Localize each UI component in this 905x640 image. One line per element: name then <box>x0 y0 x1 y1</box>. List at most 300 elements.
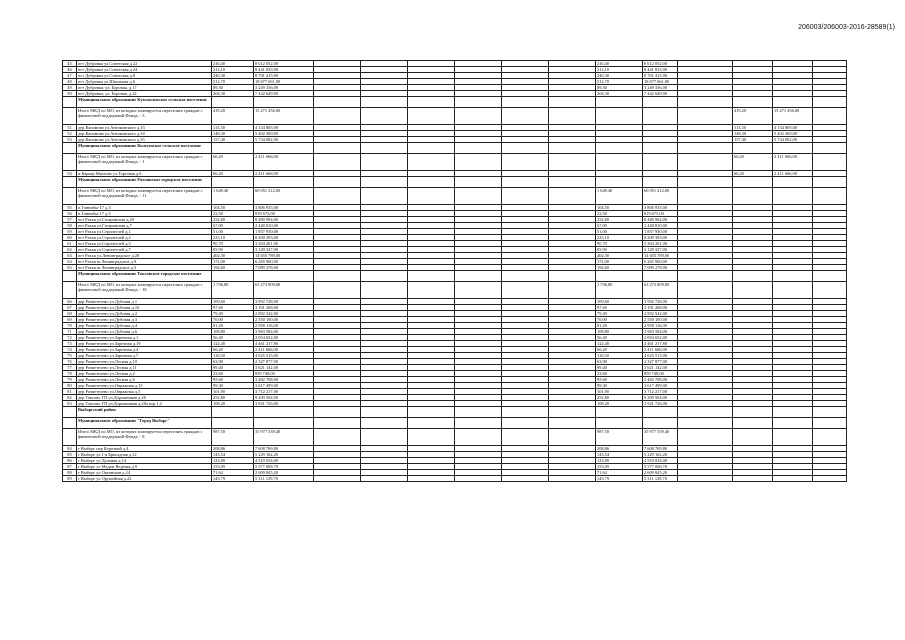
row-number-cell: 69 <box>63 317 77 323</box>
value-cell-a: 419,20 <box>212 108 254 125</box>
empty-cell <box>408 282 455 299</box>
value-cell-a: 85,90 <box>212 247 254 253</box>
value-cell-d <box>643 177 678 188</box>
value-cell-a: 148,30 <box>212 131 254 137</box>
value-cell-d: 6 265 960,00 <box>643 259 678 265</box>
empty-cell <box>314 97 361 108</box>
value-cell-d: 3 304 201,00 <box>643 241 678 247</box>
value-cell-e: 419,20 <box>733 108 773 125</box>
value-cell-a <box>212 418 254 429</box>
value-cell-d: 2 440 810,00 <box>643 223 678 229</box>
value-cell-f <box>773 429 813 446</box>
value-cell-c: 122,40 <box>596 341 643 347</box>
empty-cell <box>502 407 549 418</box>
value-cell-b <box>254 97 314 108</box>
empty-cell <box>549 143 596 154</box>
address-cell: пгт Дубровка ул.Школьная д.6 <box>77 79 212 85</box>
empty-cell <box>408 418 455 429</box>
value-cell-d: 35 977 539,40 <box>643 429 678 446</box>
empty-cell <box>813 282 847 299</box>
row-number-cell: 78 <box>63 371 77 377</box>
value-cell-b: 3 249 336,00 <box>254 85 314 91</box>
row-number-cell: 81 <box>63 389 77 395</box>
address-cell: Выборгский район <box>77 407 212 418</box>
value-cell-c: 123,80 <box>596 458 643 464</box>
value-cell-e <box>733 282 773 299</box>
value-cell-d: 2 958 116,00 <box>643 323 678 329</box>
empty-cell <box>549 188 596 205</box>
row-number-cell <box>63 154 77 171</box>
value-cell-b: 3 617 499,00 <box>254 383 314 389</box>
row-number-cell: 63 <box>63 253 77 259</box>
address-cell: Итого МКД по МО, из которых планируется переселять граждан с финансовой поддержкой Фонда, - 8 <box>77 429 212 446</box>
value-cell-d: 4 510 034,00 <box>643 458 678 464</box>
empty-cell <box>678 188 733 205</box>
address-cell: дер.Касимово ул.Антоковского д.35 <box>77 137 212 143</box>
row-number-cell: 54 <box>63 171 77 177</box>
value-cell-a: 122,40 <box>212 341 254 347</box>
value-cell-c: 402,30 <box>596 253 643 259</box>
empty-cell <box>678 282 733 299</box>
value-cell-d: 4 025 515,00 <box>643 353 678 359</box>
address-cell: дер Разметелево ул.Лесная д.6 <box>77 377 212 383</box>
row-number-cell: 58 <box>63 223 77 229</box>
address-cell: дер Токсово ГП ул.Дорожников д.28а кор.1.2 <box>77 401 212 407</box>
value-cell-e <box>733 97 773 108</box>
value-cell-b: 7 089 278,00 <box>254 265 314 271</box>
value-cell-c: 79,40 <box>596 311 643 317</box>
empty-cell <box>314 271 361 282</box>
value-cell-d: 8 441 833,90 <box>643 67 678 73</box>
value-cell-c: 108,80 <box>596 329 643 335</box>
empty-cell <box>549 476 596 482</box>
value-cell-a: 110,50 <box>212 353 254 359</box>
value-cell-c: 89,30 <box>596 85 643 91</box>
empty-cell <box>408 476 455 482</box>
empty-cell <box>361 143 408 154</box>
value-cell-b: 5 402 369,00 <box>254 131 314 137</box>
empty-cell <box>314 143 361 154</box>
value-cell-d: 2 550 100,00 <box>643 317 678 323</box>
value-cell-a: 123,80 <box>212 458 254 464</box>
value-cell-c: 1 648,40 <box>596 188 643 205</box>
empty-cell <box>678 97 733 108</box>
empty-cell <box>549 154 596 171</box>
section-header-row <box>63 418 847 429</box>
empty-cell <box>502 154 549 171</box>
value-cell-f <box>773 418 813 429</box>
value-cell-b: 1 857 930,00 <box>254 229 314 235</box>
row-number-cell: 53 <box>63 137 77 143</box>
value-cell-a: 143,54 <box>212 452 254 458</box>
value-cell-a: 22,50 <box>212 211 254 217</box>
value-cell-d: 859 748,00 <box>643 371 678 377</box>
empty-cell <box>502 177 549 188</box>
row-number-cell: 74 <box>63 347 77 353</box>
row-number-cell: 80 <box>63 383 77 389</box>
empty-cell <box>549 97 596 108</box>
value-cell-a: 108,80 <box>212 329 254 335</box>
value-cell-b: 8 701 415,90 <box>254 73 314 79</box>
value-cell-b: 8 480 904,00 <box>254 217 314 223</box>
empty-cell <box>678 108 733 125</box>
value-cell-a: 108,20 <box>212 401 254 407</box>
value-cell-c: 172,00 <box>596 259 643 265</box>
value-cell-c: 85,90 <box>596 247 643 253</box>
row-number-cell <box>63 407 77 418</box>
value-cell-d: 1 857 930,00 <box>643 229 678 235</box>
empty-cell <box>813 97 847 108</box>
value-cell-b: 4 025 515,00 <box>254 353 314 359</box>
empty-cell <box>455 418 502 429</box>
value-cell-d <box>643 418 678 429</box>
value-cell-c: 216,40 <box>596 61 643 67</box>
value-cell-c: 56,40 <box>596 335 643 341</box>
value-cell-d: 5 577 068,70 <box>643 464 678 470</box>
value-cell-b: 18 677 661,00 <box>254 79 314 85</box>
address-cell: пгт Рахья ул.Гагаринская д.7 <box>77 223 212 229</box>
value-cell-c: 51,00 <box>596 229 643 235</box>
value-cell-d <box>643 97 678 108</box>
value-cell-f <box>773 97 813 108</box>
value-cell-d: 8 200 393,00 <box>643 235 678 241</box>
row-number-cell: 66 <box>63 299 77 305</box>
empty-cell <box>549 407 596 418</box>
value-cell-d <box>643 143 678 154</box>
value-cell-d: 8 701 415,90 <box>643 73 678 79</box>
address-cell: пгт Рахья ул.Ленинградское д.28 <box>77 253 212 259</box>
value-cell-a: 101,90 <box>212 389 254 395</box>
value-cell-a: 172,00 <box>212 259 254 265</box>
value-cell-d: 18 677 661,00 <box>643 79 678 85</box>
value-cell-b: 63 273 809,80 <box>254 282 314 299</box>
value-cell-b: 3 621 142,00 <box>254 365 314 371</box>
value-cell-b: 3 129 337,00 <box>254 247 314 253</box>
value-cell-f: 5 402 369,00 <box>773 131 813 137</box>
empty-cell <box>408 97 455 108</box>
value-cell-b: 2 327 877,00 <box>254 359 314 365</box>
row-number-cell <box>63 282 77 299</box>
empty-cell <box>813 154 847 171</box>
value-cell-c: 70,00 <box>596 317 643 323</box>
value-cell-d: 3 712 217,00 <box>643 389 678 395</box>
value-cell-b: 3 992 728,00 <box>254 299 314 305</box>
empty-cell <box>455 188 502 205</box>
value-cell-a <box>212 177 254 188</box>
value-cell-b: 2 411 666,00 <box>254 347 314 353</box>
row-number-cell: 51 <box>63 125 77 131</box>
value-cell-d: 2 327 877,00 <box>643 359 678 365</box>
value-cell-a: 157,40 <box>212 137 254 143</box>
address-cell: дер Разметелево ул.Дубовая д.4 <box>77 323 212 329</box>
address-cell: пгт Рахья ш.Ленинградское д.3 <box>77 265 212 271</box>
empty-cell <box>314 108 361 125</box>
empty-cell <box>314 407 361 418</box>
value-cell-b <box>254 143 314 154</box>
empty-cell <box>455 282 502 299</box>
value-cell-c: 145,79 <box>596 476 643 482</box>
address-cell: дер.Касимово ул.Антоковского д.33 <box>77 125 212 131</box>
value-cell-b: 7 608 769,80 <box>254 446 314 452</box>
value-cell-a: 402,30 <box>212 253 254 259</box>
value-cell-b: 2 440 810,00 <box>254 223 314 229</box>
value-cell-d: 3 249 336,00 <box>643 85 678 91</box>
row-number-cell: 59 <box>63 229 77 235</box>
address-cell: пгт Рахья ул.Строителей д.2 <box>77 235 212 241</box>
value-cell-d: 5 229 162,20 <box>643 452 678 458</box>
value-cell-a: 66,20 <box>212 171 254 177</box>
value-cell-a: 232,80 <box>212 217 254 223</box>
row-number-cell <box>63 188 77 205</box>
empty-cell <box>813 476 847 482</box>
row-number-cell: 76 <box>63 359 77 365</box>
row-number-cell: 83 <box>63 401 77 407</box>
empty-cell <box>361 407 408 418</box>
value-cell-b: 3 806 935,00 <box>254 205 314 211</box>
value-cell-a: 212,10 <box>212 67 254 73</box>
empty-cell <box>455 108 502 125</box>
section-header-row <box>63 271 847 282</box>
empty-cell <box>314 154 361 171</box>
row-number-cell: 68 <box>63 311 77 317</box>
value-cell-f <box>773 407 813 418</box>
row-number-cell: 85 <box>63 452 77 458</box>
empty-cell <box>678 418 733 429</box>
value-cell-a: 204,30 <box>212 91 254 97</box>
value-cell-b: 2 550 100,00 <box>254 317 314 323</box>
value-cell-d: 7 089 278,00 <box>643 265 678 271</box>
value-cell-f: 15 271 456,00 <box>773 108 813 125</box>
value-cell-f: 2 411 666,00 <box>773 171 813 177</box>
value-cell-d <box>643 154 678 171</box>
value-cell-d: 3 621 142,00 <box>643 365 678 371</box>
value-cell-d: 60 051 212,00 <box>643 188 678 205</box>
address-cell: дер Разметелево ул.Овражная д.5 <box>77 389 212 395</box>
value-cell-e <box>733 271 773 282</box>
empty-cell <box>813 108 847 125</box>
value-cell-c: 194,60 <box>596 265 643 271</box>
value-cell-d: 63 273 809,80 <box>643 282 678 299</box>
row-number-cell <box>63 271 77 282</box>
address-cell: дер Разметелево ул.Заречная д.7 <box>77 353 212 359</box>
value-cell-a: 66,20 <box>212 347 254 353</box>
empty-cell <box>408 108 455 125</box>
value-cell-b: 3 941 726,00 <box>254 401 314 407</box>
value-cell-f <box>773 188 813 205</box>
address-cell: дер Разметелево ул.Заречная д.4 <box>77 347 212 353</box>
address-cell: пгт Рахья ул.Строителей д.5 <box>77 241 212 247</box>
value-cell-c: 104,50 <box>596 205 643 211</box>
value-cell-f <box>773 143 813 154</box>
value-cell-d: 3 963 584,00 <box>643 329 678 335</box>
empty-cell <box>549 282 596 299</box>
value-cell-c <box>596 177 643 188</box>
address-cell: дер Разметелево ул.Заречная д.19 <box>77 341 212 347</box>
address-cell: п.Ганнибы-17 д.3 <box>77 205 212 211</box>
address-cell: Муниципальное образование "Город Выборг" <box>77 418 212 429</box>
address-cell: дер Разметелево ул.Овражная д.15 <box>77 383 212 389</box>
value-cell-c <box>596 108 643 125</box>
address-cell: Муниципальное образование Рахьинское городское поселение <box>77 177 212 188</box>
value-cell-b <box>254 177 314 188</box>
value-cell-a: 987,58 <box>212 429 254 446</box>
value-cell-d: 14 655 789,00 <box>643 253 678 259</box>
address-cell: дер Разметелево ул.Лесная д.2 <box>77 371 212 377</box>
value-cell-b: 9 209 504,00 <box>254 395 314 401</box>
value-cell-d: 2 892 542,00 <box>643 311 678 317</box>
value-cell-c: 225,10 <box>596 235 643 241</box>
value-cell-c: 99,30 <box>596 383 643 389</box>
empty-cell <box>361 97 408 108</box>
value-cell-a: 71,64 <box>212 470 254 476</box>
value-cell-a: 89,30 <box>212 85 254 91</box>
row-number-cell: 50 <box>63 91 77 97</box>
empty-cell <box>502 418 549 429</box>
row-number-cell: 65 <box>63 265 77 271</box>
value-cell-d: 7 608 769,80 <box>643 446 678 452</box>
value-cell-f: 2 411 666,00 <box>773 154 813 171</box>
row-number-cell: 46 <box>63 67 77 73</box>
value-cell-e <box>733 177 773 188</box>
value-cell-b: 3 191 268,00 <box>254 305 314 311</box>
empty-cell <box>813 188 847 205</box>
address-cell: г Выборг ул 1-я Бригадная д.12 <box>77 452 212 458</box>
empty-cell <box>361 188 408 205</box>
relocation-table-sheet <box>62 60 846 482</box>
section-header-row <box>63 143 847 154</box>
value-cell-c: 23,60 <box>596 371 643 377</box>
value-cell-c: 212,10 <box>596 67 643 73</box>
empty-cell <box>455 154 502 171</box>
row-number-cell: 62 <box>63 247 77 253</box>
value-cell-d: 8 480 904,00 <box>643 217 678 223</box>
address-cell: дер Разметелево ул.Заречная д.1 <box>77 335 212 341</box>
empty-cell <box>361 282 408 299</box>
value-cell-d: 3 992 728,00 <box>643 299 678 305</box>
empty-cell <box>678 177 733 188</box>
value-cell-b: 3 304 201,00 <box>254 241 314 247</box>
empty-cell <box>361 271 408 282</box>
value-cell-c: 67,00 <box>596 223 643 229</box>
address-cell: Муниципальное образование Колтушское сельское поселение <box>77 143 212 154</box>
address-cell: Итого МКД по МО, из которых планируется переселять граждан с финансовой поддержкой Фонда, - 18 <box>77 282 212 299</box>
value-cell-e: 157,40 <box>733 137 773 143</box>
value-cell-d: 3 191 268,00 <box>643 305 678 311</box>
empty-cell <box>502 476 549 482</box>
value-cell-b: 4 134 805,00 <box>254 125 314 131</box>
subtotal-row <box>63 282 847 299</box>
address-cell: пгт Дубровка ул.Советская д.24 <box>77 67 212 73</box>
subtotal-row <box>63 154 847 171</box>
value-cell-b: 2 054 652,00 <box>254 335 314 341</box>
section-header-row <box>63 407 847 418</box>
row-number-cell: 45 <box>63 61 77 67</box>
empty-cell <box>813 407 847 418</box>
empty-cell <box>314 188 361 205</box>
empty-cell <box>678 271 733 282</box>
row-number-cell: 57 <box>63 217 77 223</box>
value-cell-b: 15 271 456,00 <box>254 108 314 125</box>
empty-cell <box>314 476 361 482</box>
value-cell-e: 66,20 <box>733 154 773 171</box>
row-number-cell: 71 <box>63 329 77 335</box>
empty-cell <box>502 271 549 282</box>
value-cell-a: 1 736,80 <box>212 282 254 299</box>
value-cell-b: 8 441 833,90 <box>254 67 314 73</box>
empty-cell <box>361 177 408 188</box>
value-cell-b: 2 411 666,00 <box>254 154 314 171</box>
address-cell: дер Разметелево ул.Дубовая д.2 <box>77 311 212 317</box>
value-cell-c: 987,58 <box>596 429 643 446</box>
row-number-cell: 56 <box>63 211 77 217</box>
value-cell-c: 101,90 <box>596 389 643 395</box>
empty-cell <box>361 418 408 429</box>
value-cell-e <box>733 143 773 154</box>
document-id: 206003/206003-2016-28589(1) <box>798 24 895 31</box>
empty-cell <box>813 177 847 188</box>
empty-cell <box>408 429 455 446</box>
value-cell-f: 5 734 082,00 <box>773 137 813 143</box>
value-cell-e: 113,30 <box>733 125 773 131</box>
empty-cell <box>678 407 733 418</box>
address-cell: г Выборг ул Дальняя д.14 <box>77 458 212 464</box>
value-cell-a: 51,00 <box>212 229 254 235</box>
value-cell-c: 90,70 <box>596 241 643 247</box>
value-cell-a: 87,60 <box>212 305 254 311</box>
table-body <box>63 61 847 482</box>
empty-cell <box>361 108 408 125</box>
row-number-cell: 52 <box>63 131 77 137</box>
value-cell-d: 9 209 504,00 <box>643 395 678 401</box>
empty-cell <box>408 407 455 418</box>
value-cell-b <box>254 407 314 418</box>
address-cell: г Выборг ул Мадам Ведевая д.9 <box>77 464 212 470</box>
value-cell-f <box>773 282 813 299</box>
empty-cell <box>502 143 549 154</box>
value-cell-b: 6 265 960,00 <box>254 259 314 265</box>
value-cell-a: 216,40 <box>212 61 254 67</box>
value-cell-a: 225,10 <box>212 235 254 241</box>
row-number-cell <box>63 108 77 125</box>
value-cell-b <box>254 418 314 429</box>
value-cell-b: 819 675,00 <box>254 211 314 217</box>
value-cell-c <box>596 418 643 429</box>
row-number-cell <box>63 143 77 154</box>
empty-cell <box>813 418 847 429</box>
address-cell: Муниципальное образование Кузьмоловское сельское поселение <box>77 97 212 108</box>
value-cell-c: 153,09 <box>596 464 643 470</box>
value-cell-d <box>643 271 678 282</box>
empty-cell <box>361 154 408 171</box>
address-cell: дер Разметелево ул.Лесная д.10 <box>77 359 212 365</box>
value-cell-c: 87,60 <box>596 305 643 311</box>
empty-cell <box>314 177 361 188</box>
address-cell: дер Разметелево ул.Дубовая д.1 <box>77 299 212 305</box>
empty-cell <box>455 271 502 282</box>
empty-cell <box>408 188 455 205</box>
value-cell-d: 8 612 052,00 <box>643 61 678 67</box>
value-cell-a: 90,70 <box>212 241 254 247</box>
value-cell-b: 60 051 212,00 <box>254 188 314 205</box>
empty-cell <box>314 282 361 299</box>
address-cell: дер Токсово ГП ул.Дорожников д.28 <box>77 395 212 401</box>
value-cell-c: 95,60 <box>596 377 643 383</box>
value-cell-a: 23,60 <box>212 371 254 377</box>
value-cell-c: 22,50 <box>596 211 643 217</box>
value-cell-f <box>773 271 813 282</box>
empty-cell <box>455 177 502 188</box>
address-cell: Муниципальное образование Токсовское городское поселение <box>77 271 212 282</box>
